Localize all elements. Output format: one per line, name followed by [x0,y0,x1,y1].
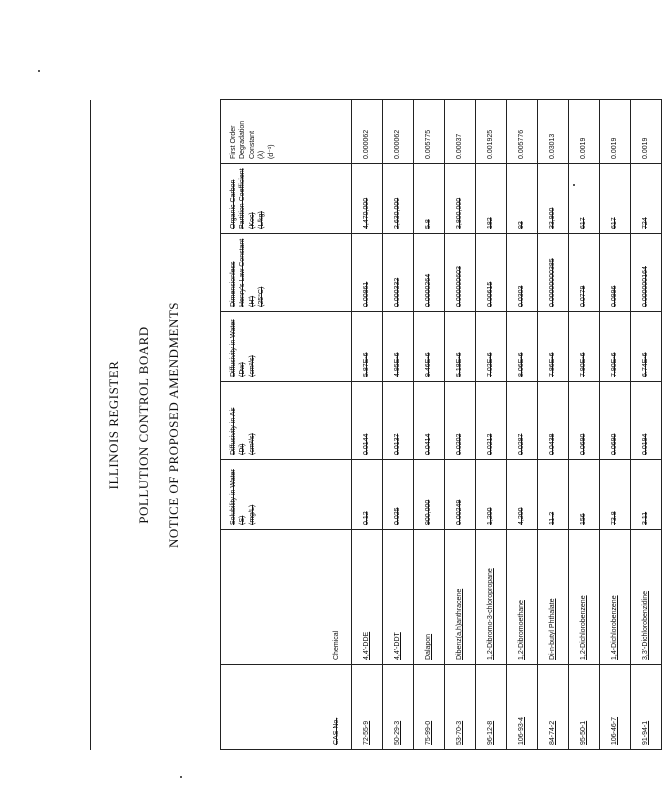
degradation-constant-cell [476,100,507,164]
solubility-cell [383,460,414,530]
chemical-name-cell-value: 4,4'-DDE [362,631,370,660]
diffusivity-air-cell-value: 0.0414 [424,433,432,455]
scan-speck [573,184,575,186]
chemical-name-cell [352,530,383,665]
koc-cell [445,164,476,234]
diffusivity-air-cell-value: 0.0202 [455,433,463,455]
degradation-constant-cell-value: 0.000062 [362,129,370,159]
diffusivity-water-cell-value: 7.02E-6 [486,352,494,377]
degradation-constant-cell [569,100,600,164]
degradation-constant-cell-value: 0.00037 [455,133,463,159]
henry-constant-cell-value: 0.000000164 [641,266,649,307]
chemical-name-cell [569,530,600,665]
solubility-cell-value: 0.025 [393,507,401,525]
agency-title: POLLUTION CONTROL BOARD [136,326,151,524]
degradation-constant-cell [600,100,631,164]
henry-constant-cell [600,234,631,312]
chemical-name-cell [631,530,662,665]
column-header [221,382,352,460]
degradation-constant-cell-value: 0.0019 [610,137,618,159]
solubility-cell-value: 73.8 [610,511,618,525]
cas-number-cell [383,665,414,750]
column-header [221,530,352,665]
henry-constant-cell [538,234,569,312]
diffusivity-air-cell [507,382,538,460]
diffusivity-water-cell-value: 9.46E-6 [424,352,432,377]
henry-constant-cell-value: 0.0000264 [424,273,432,307]
koc-cell-value: 2,630,000 [393,197,401,229]
table-row [600,100,631,750]
diffusivity-air-cell-value: 0.0690 [610,433,618,455]
cas-number-cell [600,665,631,750]
koc-cell [352,164,383,234]
degradation-constant-cell [631,100,662,164]
koc-cell-value: 617 [579,217,587,229]
chemical-name-cell-value: Dalapon [424,633,432,660]
column-header-label: Chemical [332,630,340,660]
diffusivity-air-cell [414,382,445,460]
solubility-cell-value: 0.12 [362,511,370,525]
diffusivity-air-cell [476,382,507,460]
henry-constant-cell-value: 0.000332 [393,277,401,307]
diffusivity-air-cell-value: 0.0438 [548,433,556,455]
solubility-cell [600,460,631,530]
column-header [221,665,352,750]
degradation-constant-cell [538,100,569,164]
solubility-cell-value: 3.11 [641,511,649,525]
solubility-cell [569,460,600,530]
solubility-cell [507,460,538,530]
column-header [221,460,352,530]
diffusivity-water-cell [476,312,507,382]
chemical-name-cell [414,530,445,665]
koc-cell [631,164,662,234]
solubility-cell-value: 156 [579,513,587,525]
column-header [221,234,352,312]
chemical-name-cell [445,530,476,665]
henry-constant-cell-value: 0.0996 [610,285,618,307]
cas-number-cell [445,665,476,750]
chemical-name-cell-value: 1,4-Dichlorobenzene [610,595,618,660]
diffusivity-water-cell-value: 4.95E-6 [393,352,401,377]
cas-number-cell-value: 50-29-3 [393,720,401,745]
cas-number-cell [538,665,569,750]
degradation-constant-cell-value: 0.005776 [517,129,525,159]
diffusivity-water-cell [352,312,383,382]
cas-number-cell-value: 95-50-1 [579,720,587,745]
diffusivity-water-cell-value: 5.18E-6 [455,352,463,377]
degradation-constant-cell-value: 0.03013 [548,133,556,159]
koc-cell [476,164,507,234]
koc-cell-value: 5.8 [424,219,432,229]
henry-constant-cell-value: 0.0303 [517,285,525,307]
diffusivity-air-cell [631,382,662,460]
diffusivity-air-cell [383,382,414,460]
column-header [221,164,352,234]
diffusivity-air-cell-value: 0.0212 [486,433,494,455]
cas-number-cell-value: 91-94-1 [641,720,649,745]
diffusivity-air-cell [569,382,600,460]
table-body [352,100,662,750]
column-header-label: Diffusivity in Water (Dw) (cm²/s) [230,319,256,377]
solubility-cell [538,460,569,530]
chemical-name-cell-value: 4,4'-DDT [393,632,401,660]
diffusivity-water-cell [414,312,445,382]
henry-constant-cell-value: 0.00000000385 [548,258,556,307]
column-header-label: Diffusivity in Air (Di) (cm²/s) [230,407,256,455]
henry-constant-cell [383,234,414,312]
henry-constant-cell-value: 0.0779 [579,285,587,307]
cas-number-cell-value: 106-93-4 [517,716,525,745]
henry-constant-cell [476,234,507,312]
table-row [352,100,383,750]
table-row [414,100,445,750]
koc-cell-value: 93 [517,221,525,229]
koc-cell-value: 33,900 [548,207,556,229]
chemical-name-cell-value: 1,2-Dichlorobenzene [579,595,587,660]
koc-cell-value: 4,470,000 [362,197,370,229]
diffusivity-water-cell [631,312,662,382]
column-header-label: First Order Degradation Constant (λ) (d⁻¹) [230,120,275,159]
diffusivity-air-cell-value: 0.0144 [362,433,370,455]
table-row [631,100,662,750]
henry-constant-cell-value: 0.00861 [362,281,370,307]
solubility-cell-value: 0.00249 [455,499,463,525]
henry-constant-cell [631,234,662,312]
koc-cell [383,164,414,234]
diffusivity-water-cell [569,312,600,382]
diffusivity-air-cell [445,382,476,460]
scan-speck [38,70,40,72]
henry-constant-cell [445,234,476,312]
diffusivity-water-cell-value: 8.06E-6 [517,352,525,377]
koc-cell [538,164,569,234]
diffusivity-air-cell [352,382,383,460]
degradation-constant-cell-value: 0.0019 [641,137,649,159]
cas-number-cell-value: 53-70-3 [455,720,463,745]
column-header-label: CAS No. [332,717,340,745]
table-row [476,100,507,750]
degradation-constant-cell-value: 0.000062 [393,129,401,159]
diffusivity-water-cell-value: 6.74E-6 [641,352,649,377]
table-row [507,100,538,750]
cas-number-cell [476,665,507,750]
diffusivity-air-cell [600,382,631,460]
table-row [569,100,600,750]
chemical-name-cell [600,530,631,665]
register-title: ILLINOIS REGISTER [106,360,121,490]
degradation-constant-cell [445,100,476,164]
chemical-name-cell [538,530,569,665]
solubility-cell [476,460,507,530]
diffusivity-water-cell [383,312,414,382]
chemical-name-cell [507,530,538,665]
degradation-constant-cell [414,100,445,164]
column-header-label: Organic Carbon Partition Coefficient (Koc) (L/kg) [230,168,266,229]
diffusivity-water-cell-value: 5.87E-6 [362,352,370,377]
koc-cell-value: 617 [610,217,618,229]
chemical-properties-table [220,99,662,750]
diffusivity-water-cell [445,312,476,382]
chemical-name-cell-value: 1,2-Dibromo-3-chloropropane [486,568,494,660]
solubility-cell-value: 900,000 [424,499,432,525]
column-header-label: Solubility in Water (S) (mg/L) [230,469,256,525]
chemical-name-cell [476,530,507,665]
diffusivity-water-cell-value: 7.86E-6 [548,352,556,377]
diffusivity-air-cell-value: 0.0287 [517,433,525,455]
diffusivity-air-cell-value: 0.0194 [641,433,649,455]
chemical-name-cell-value: Di-n-butyl Phthalate [548,598,556,660]
cas-number-cell [569,665,600,750]
scan-speck [180,776,182,778]
koc-cell-value: 3,800,000 [455,197,463,229]
chemical-name-cell-value: 1,2-Dibromoethane [517,600,525,660]
cas-number-cell [631,665,662,750]
cas-number-cell-value: 75-99-0 [424,720,432,745]
diffusivity-air-cell-value: 0.0690 [579,433,587,455]
table-row [538,100,569,750]
henry-constant-cell [414,234,445,312]
diffusivity-water-cell [507,312,538,382]
henry-constant-cell-value: 0.00615 [486,281,494,307]
diffusivity-water-cell-value: 7.90E-6 [610,352,618,377]
table-row [383,100,414,750]
cas-number-cell-value: 106-46-7 [610,716,618,745]
cas-number-cell-value: 84-74-2 [548,720,556,745]
solubility-cell [414,460,445,530]
column-header [221,100,352,164]
henry-constant-cell [507,234,538,312]
solubility-cell-value: 1,200 [486,507,494,525]
henry-constant-cell [569,234,600,312]
koc-cell-value: 182 [486,217,494,229]
cas-number-cell [352,665,383,750]
solubility-cell [352,460,383,530]
chemical-name-cell-value: 3,3'-Dichlorobenzidine [641,590,649,660]
degradation-constant-cell-value: 0.005775 [424,129,432,159]
table-row [445,100,476,750]
degradation-constant-cell-value: 0.0019 [579,137,587,159]
diffusivity-water-cell [600,312,631,382]
cas-number-cell-value: 72-55-9 [362,720,370,745]
degradation-constant-cell-value: 0.001925 [486,129,494,159]
chemical-name-cell-value: Dibenz(a,h)anthracene [455,588,463,660]
henry-constant-cell-value: 0.000000603 [455,266,463,307]
solubility-cell [631,460,662,530]
column-header [221,312,352,382]
koc-cell [569,164,600,234]
degradation-constant-cell [383,100,414,164]
table-header-row [221,100,352,750]
koc-cell [414,164,445,234]
diffusivity-water-cell-value: 7.90E-6 [579,352,587,377]
diffusivity-air-cell [538,382,569,460]
diffusivity-water-cell [538,312,569,382]
koc-cell [600,164,631,234]
top-rule [90,100,91,750]
chemical-name-cell [383,530,414,665]
degradation-constant-cell [507,100,538,164]
henry-constant-cell [352,234,383,312]
cas-number-cell [507,665,538,750]
degradation-constant-cell [352,100,383,164]
solubility-cell-value: 4,200 [517,507,525,525]
cas-number-cell [414,665,445,750]
solubility-cell [445,460,476,530]
column-header-label: Dimensionless Henry's Law Constant (H') (25°C) [230,238,266,307]
rotated-landscape-page [90,100,649,750]
koc-cell-value: 724 [641,217,649,229]
notice-title: NOTICE OF PROPOSED AMENDMENTS [166,302,181,548]
koc-cell [507,164,538,234]
cas-number-cell-value: 96-12-8 [486,720,494,745]
solubility-cell-value: 11.2 [548,511,556,525]
diffusivity-air-cell-value: 0.0137 [393,433,401,455]
